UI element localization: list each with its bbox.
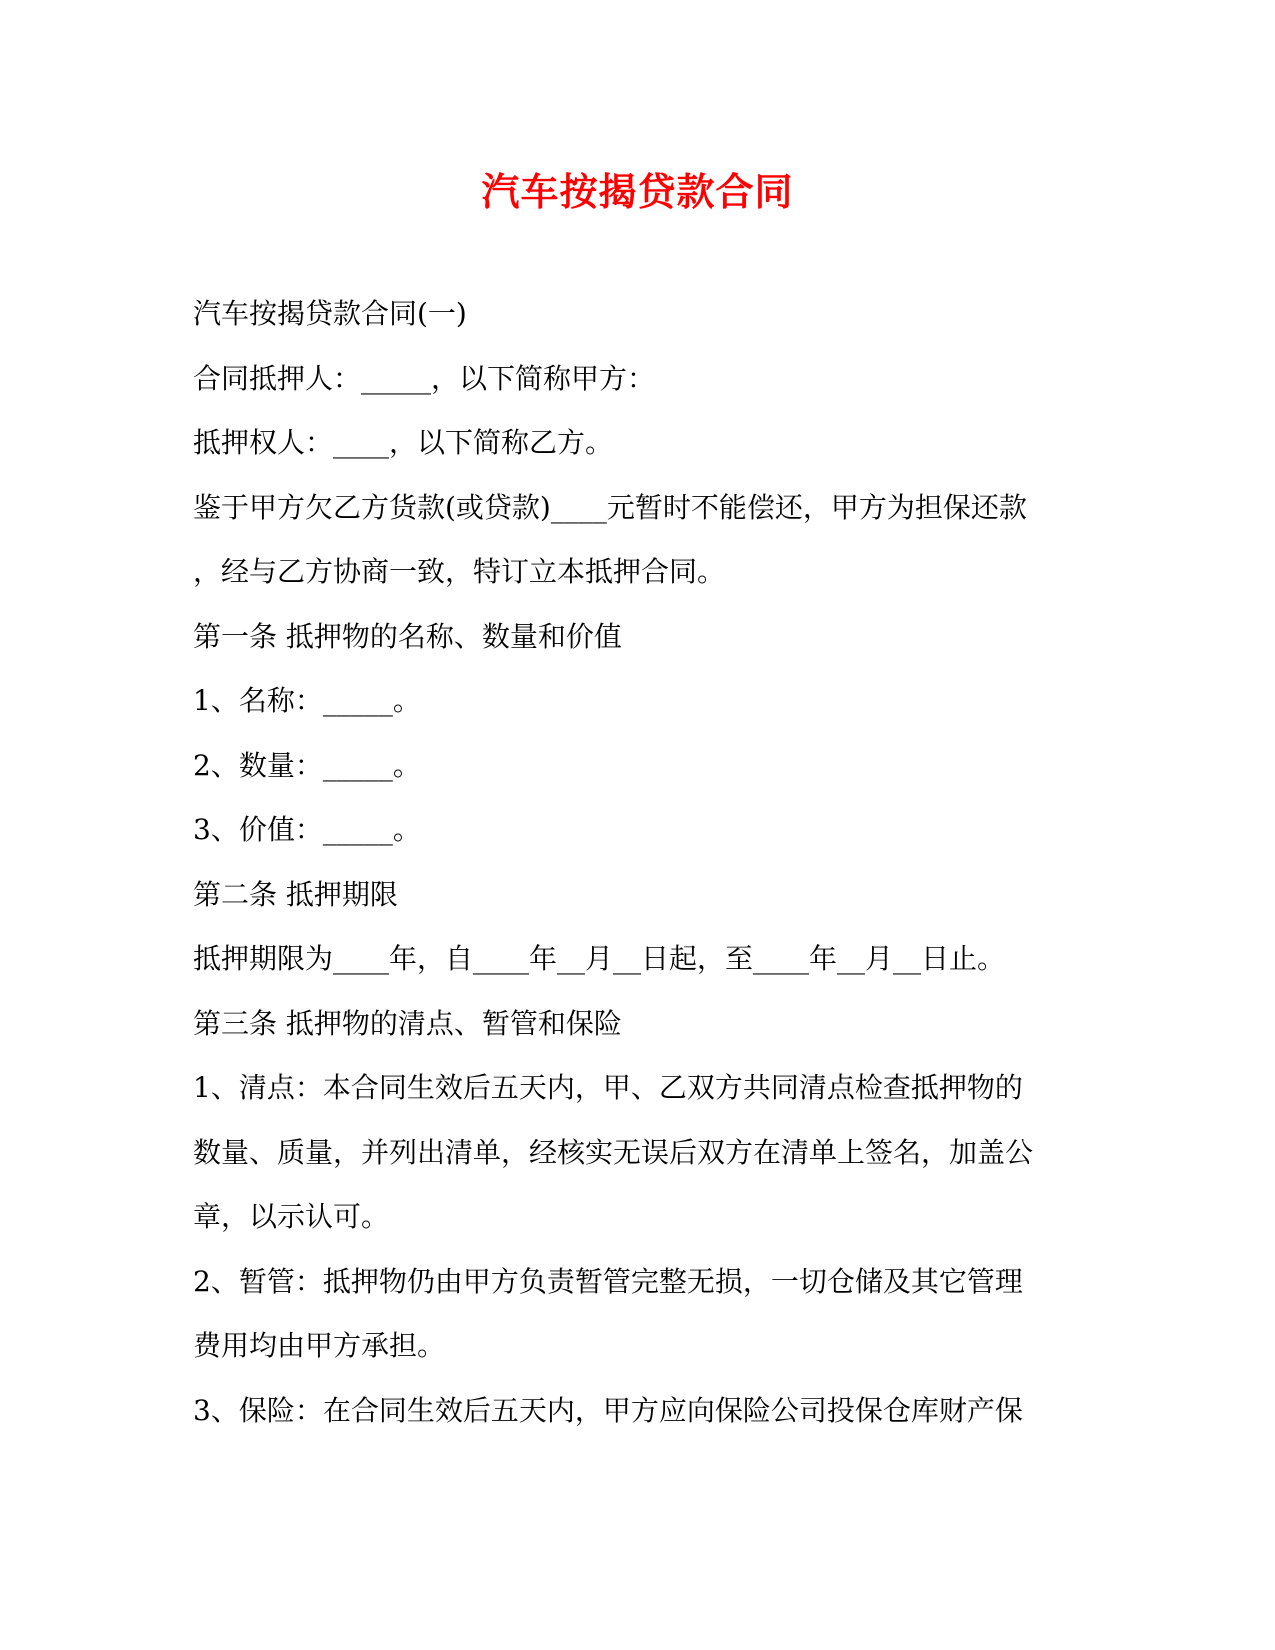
paragraph-line: 费用均由甲方承担。 (193, 1329, 446, 1362)
paragraph-line: 合同抵押人：_____，以下简称甲方： (193, 361, 656, 395)
document-subtitle: 汽车按揭贷款合同(一) (193, 297, 467, 330)
article-heading: 第三条 抵押物的清点、暂管和保险 (193, 1006, 622, 1040)
paragraph-line: 抵押权人：____，以下简称乙方。 (193, 426, 614, 459)
document-title: 汽车按揭贷款合同 (481, 169, 794, 214)
paragraph-line: ，经与乙方协商一致，特订立本抵押合同。 (193, 555, 726, 588)
article-heading: 第二条 抵押期限 (193, 877, 398, 911)
list-item: 1、名称：_____。 (193, 684, 421, 717)
paragraph-line: 鉴于甲方欠乙方货款(或贷款)____元暂时不能偿还，甲方为担保还款 (193, 490, 1027, 524)
list-item: 3、保险：在合同生效后五天内，甲方应向保险公司投保仓库财产保 (193, 1393, 1023, 1427)
paragraph-line: 章，以示认可。 (193, 1200, 390, 1233)
list-item: 2、数量：_____。 (193, 748, 421, 782)
list-item: 3、价值：_____。 (193, 813, 421, 846)
list-item: 1、清点：本合同生效后五天内，甲、乙双方共同清点检查抵押物的 (193, 1071, 1023, 1104)
document-body (193, 282, 1093, 1443)
paragraph-line: 数量、质量，并列出清单，经核实无误后双方在清单上签名，加盖公 (193, 1135, 1034, 1169)
list-item: 2、暂管：抵押物仍由甲方负责暂管完整无损，一切仓储及其它管理 (193, 1264, 1023, 1298)
article-heading: 第一条 抵押物的名称、数量和价值 (193, 619, 622, 653)
paragraph-line: 抵押期限为____年，自____年__月__日起，至____年__月__日止。 (193, 942, 1006, 975)
